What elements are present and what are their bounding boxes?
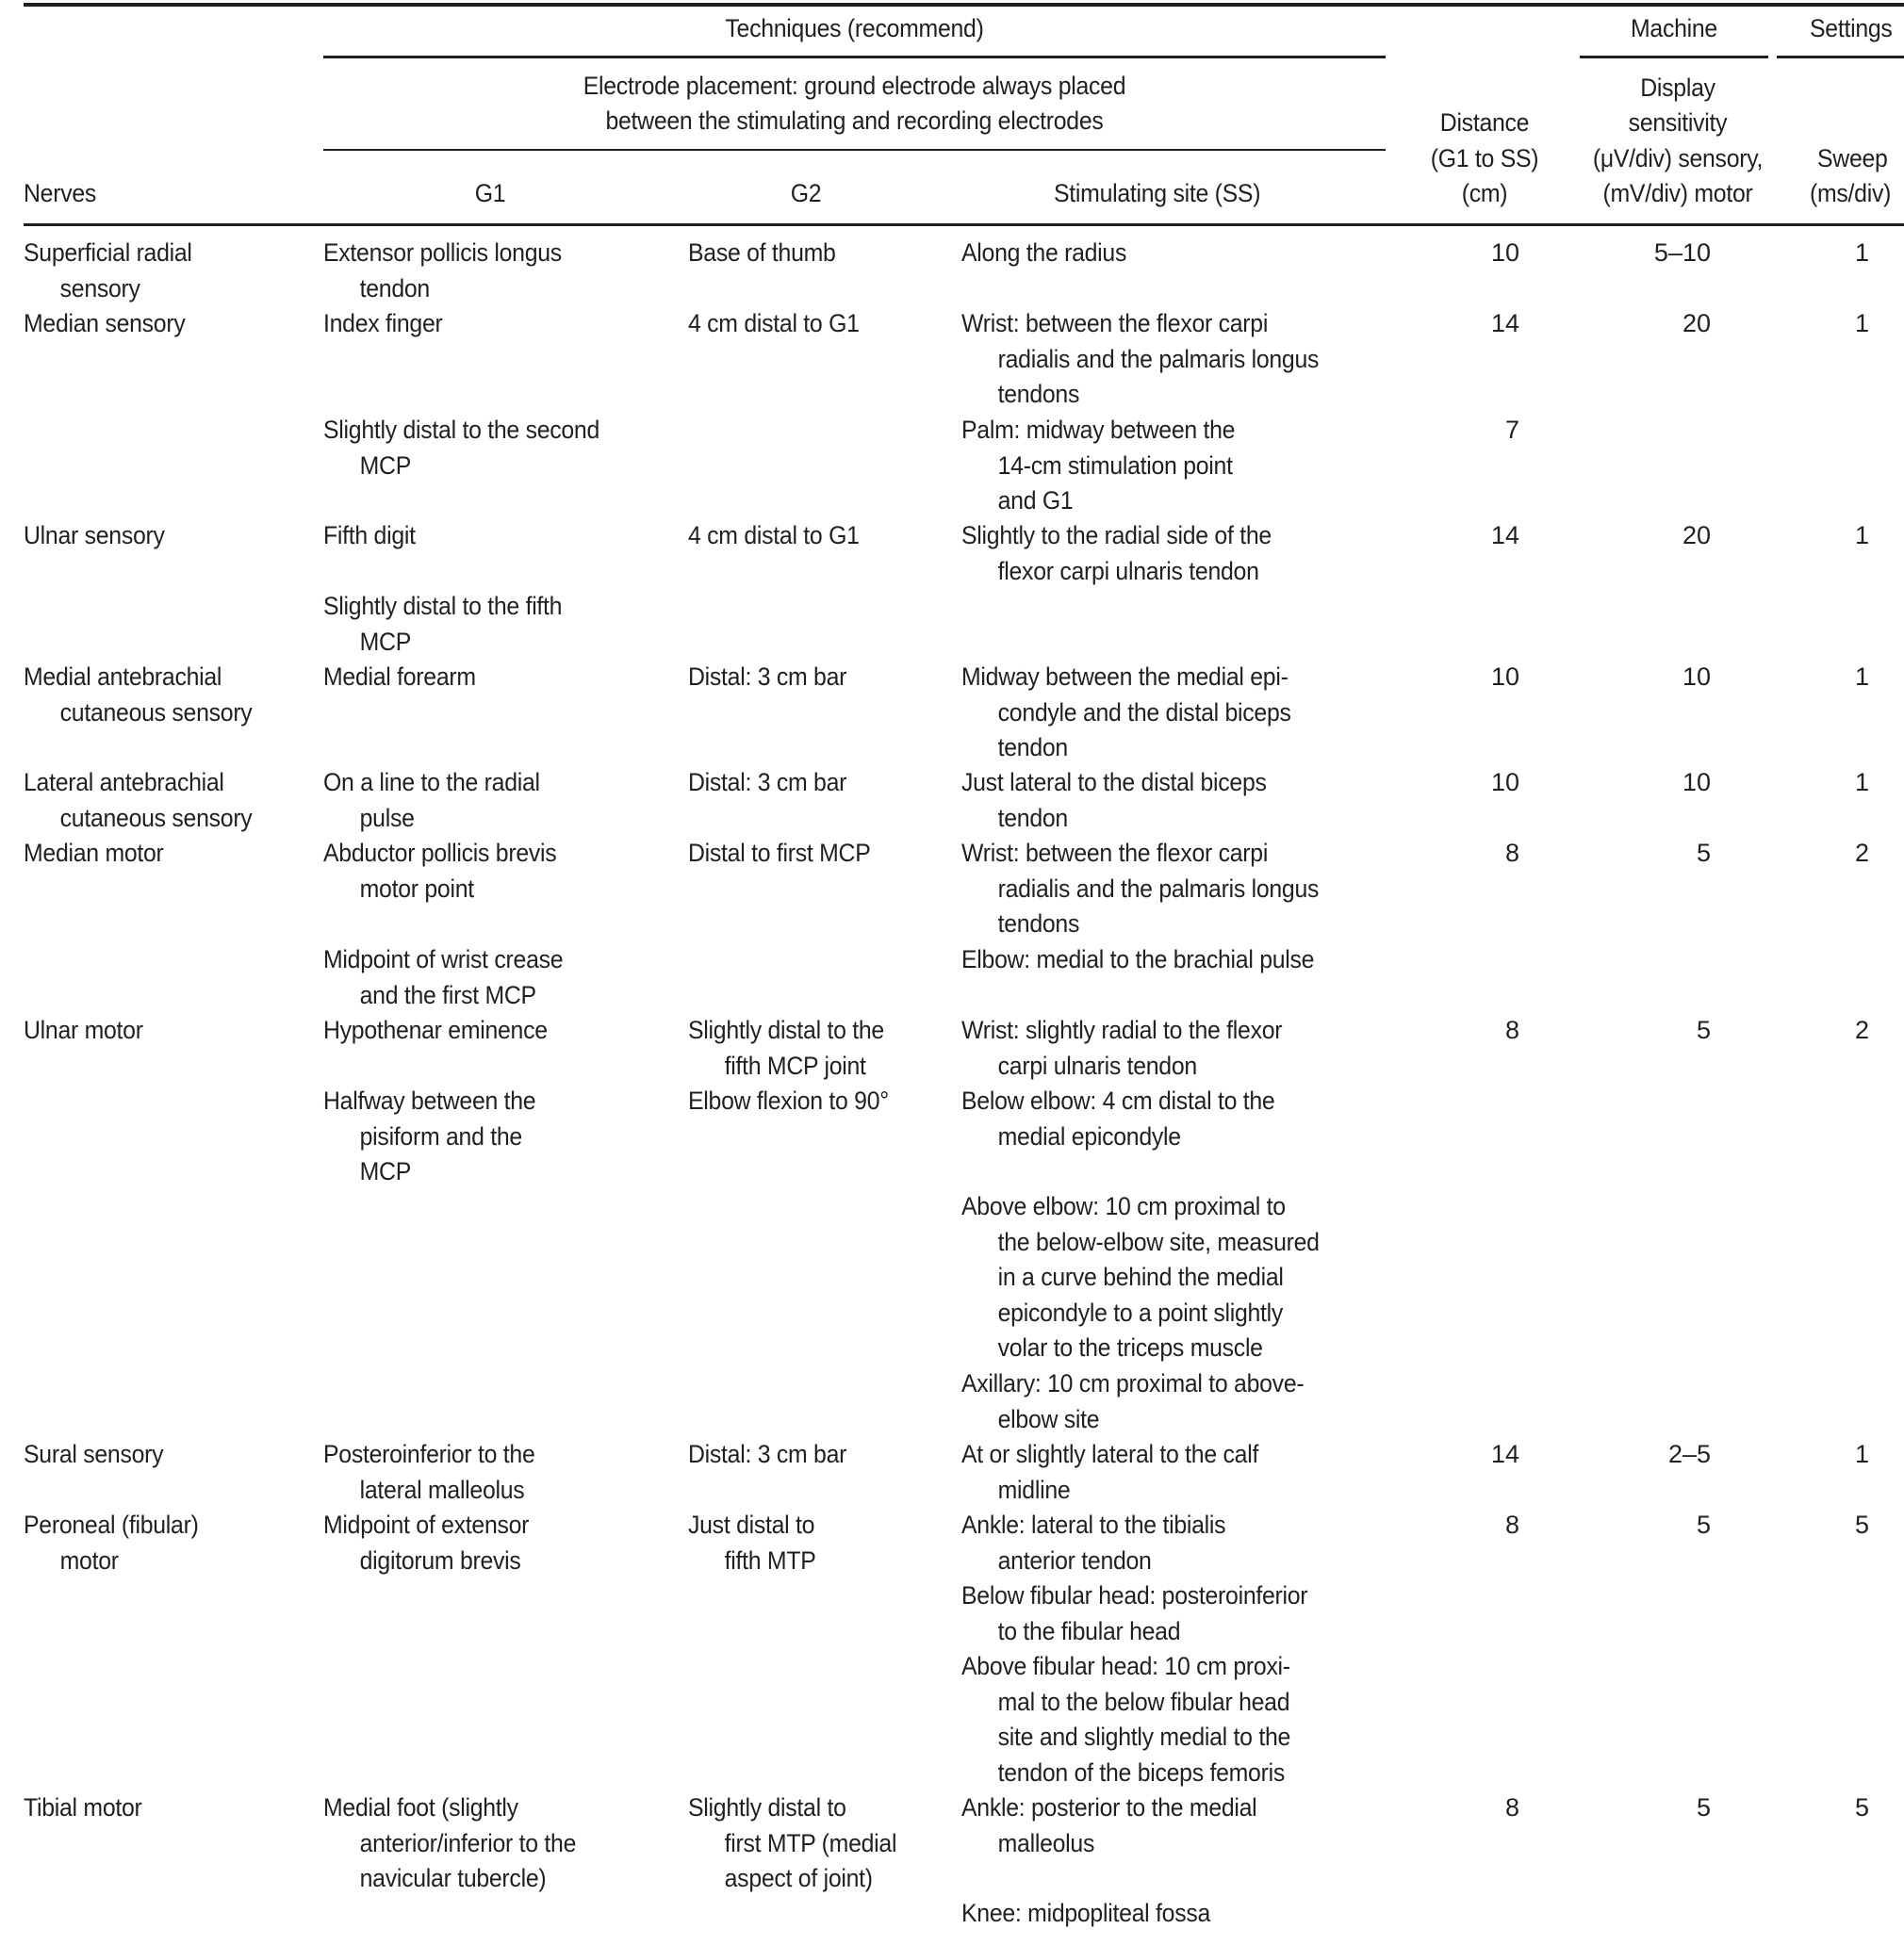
g1-cell [323,413,599,483]
cell-line: Medial forearm [323,662,476,691]
cell-line: tendon of the biceps femoris [997,1757,1285,1787]
header-settings: Settings [1810,14,1893,42]
g1-cell [323,660,476,695]
cell-line: Median sensory [24,309,186,337]
g2-cell [688,660,846,695]
sweep-cell: 5 [1854,1511,1869,1539]
sweep-cell: 1 [1854,238,1869,267]
cell-line: and G1 [997,486,1074,515]
cell-line: Elbow flexion to 90° [688,1087,889,1115]
cell-line: Just lateral to the distal biceps [961,768,1267,796]
cell-line: Posteroinferior to the [323,1440,535,1468]
distance-cell: 7 [1504,416,1519,444]
stimulating-site-cell [961,1896,1210,1932]
stimulating-site-cell [961,236,1126,271]
cell-line: elbow site [997,1404,1100,1433]
sweep-cell: 2 [1854,839,1869,867]
g2-cell [688,1437,846,1473]
cell-line: Below elbow: 4 cm distal to the [961,1087,1275,1115]
header-display-2: sensitivity [1628,108,1728,137]
stimulating-site-cell [961,765,1267,836]
g2-cell [688,1790,896,1897]
cell-line: and the first MCP [359,980,536,1009]
cell-line: cutaneous sensory [59,803,253,832]
cell-line: to the fibular head [997,1616,1181,1645]
distance-cell: 8 [1504,839,1519,867]
header-electrode-line2: between the stimulating and recording electrodes [605,106,1104,135]
distance-cell: 8 [1504,1793,1519,1822]
cell-line: mal to the below fibular head [997,1687,1290,1716]
sweep-cell: 1 [1854,309,1869,337]
cell-line: Median motor [24,839,164,867]
g2-cell [688,306,860,342]
distance-cell: 8 [1504,1511,1519,1539]
cell-line: Sural sensory [24,1440,164,1468]
cell-line: Above fibular head: 10 cm proxi- [961,1652,1290,1680]
cell-line: motor point [359,874,474,903]
g2-cell [688,518,860,554]
sweep-cell: 2 [1854,1016,1869,1044]
stimulating-site-cell [961,660,1291,766]
cell-line: 14-cm stimulation point [997,450,1233,480]
cell-line: On a line to the radial [323,768,540,796]
g1-cell [323,765,540,836]
header-sweep-1: Sweep [1817,144,1888,172]
display-sensitivity-cell: 20 [1682,521,1711,549]
header-display-1: Display [1640,74,1715,102]
stimulating-site-cell [961,1189,1320,1366]
cell-line: 4 cm distal to G1 [688,521,860,549]
cell-line: Above elbow: 10 cm proximal to [961,1192,1286,1220]
cell-line: digitorum brevis [359,1545,521,1575]
stimulating-site-cell [961,1790,1256,1861]
machine-rule [1580,56,1768,58]
cell-line: fifth MTP [724,1545,816,1575]
cell-line: site and slightly medial to the [997,1723,1291,1751]
cell-line: Halfway between the [323,1087,536,1115]
cell-line: Abductor pollicis brevis [323,839,557,867]
cell-line: cutaneous sensory [59,697,253,727]
cell-line: radialis and the palmaris longus [997,344,1320,373]
g1-cell [323,1013,548,1049]
display-sensitivity-cell: 10 [1682,768,1711,796]
cell-line: navicular tubercle) [359,1864,547,1892]
cell-line: Midpoint of extensor [323,1511,530,1539]
nerve-cell [24,1508,199,1578]
cell-line: Slightly distal to [688,1793,846,1822]
cell-line: Knee: midpopliteal fossa [961,1899,1211,1927]
nerve-cell [24,1437,163,1473]
g1-cell [323,589,562,660]
display-sensitivity-cell: 5–10 [1653,238,1711,267]
cell-line: tendons [997,909,1080,938]
cell-line: in a curve behind the medial [997,1263,1284,1291]
cell-line: tendons [997,380,1080,408]
cell-line: Hypothenar eminence [323,1016,548,1044]
header-nerves: Nerves [24,179,97,207]
nerve-cell [24,306,185,342]
cell-line: Lateral antebrachial [24,768,224,796]
cell-line: lateral malleolus [359,1475,525,1504]
g2-cell [688,1013,884,1084]
cell-line: Just distal to [688,1511,815,1539]
cell-line: tendon [997,803,1068,832]
cell-line: fifth MCP joint [724,1051,866,1080]
g2-cell [688,1084,889,1120]
header-sweep-2: (ms/div) [1810,179,1892,207]
sweep-cell: 1 [1854,768,1869,796]
stimulating-site-cell [961,413,1235,519]
stimulating-site-cell [961,1366,1304,1437]
stimulating-site-cell [961,1508,1225,1578]
cell-line: Wrist: between the flexor carpi [961,309,1269,337]
top-rule [24,3,1904,7]
sweep-cell: 1 [1854,521,1869,549]
cell-line: malleolus [997,1828,1095,1857]
cell-line: sensory [59,273,140,302]
distance-cell: 10 [1490,768,1519,796]
g1-cell [323,306,443,342]
display-sensitivity-cell: 2–5 [1667,1440,1711,1468]
header-distance-3: (cm) [1461,179,1508,207]
cell-line: Along the radius [961,238,1127,267]
cell-line: condyle and the distal biceps [997,697,1291,727]
cell-line: anterior/inferior to the [359,1828,577,1857]
cell-line: carpi ulnaris tendon [997,1051,1197,1080]
cell-line: anterior tendon [997,1545,1152,1575]
cell-line: Distal: 3 cm bar [688,662,847,691]
g1-cell [323,518,416,554]
nerve-cell [24,765,252,836]
cell-line: Medial foot (slightly [323,1793,518,1822]
electrode-rule [323,149,1386,151]
g1-cell [323,836,556,907]
distance-cell: 8 [1504,1016,1519,1044]
cell-line: Ulnar motor [24,1016,143,1044]
stimulating-site-cell [961,306,1319,413]
display-sensitivity-cell: 5 [1696,1016,1711,1044]
display-sensitivity-cell: 5 [1696,1793,1711,1822]
cell-line: Slightly distal to the [688,1016,884,1044]
header-electrode-line1: Electrode placement: ground electrode always placed [583,72,1126,100]
g2-cell [688,765,846,801]
cell-line: Elbow: medial to the brachial pulse [961,945,1315,973]
stimulating-site-cell [961,1084,1274,1154]
header-machine: Machine [1631,14,1717,42]
cell-line: At or slightly lateral to the calf [961,1440,1259,1468]
nerve-cell [24,518,165,554]
header-display-4: (mV/div) motor [1602,179,1753,207]
cell-line: aspect of joint) [724,1864,873,1892]
cell-line: Wrist: between the flexor carpi [961,839,1269,867]
cell-line: Midpoint of wrist crease [323,945,564,973]
display-sensitivity-cell: 20 [1682,309,1711,337]
g2-cell [688,836,871,872]
stimulating-site-cell [961,1649,1290,1790]
g1-cell [323,942,563,1013]
stimulating-site-cell [961,1578,1307,1649]
header-stimulating-site: Stimulating site (SS) [1054,179,1261,207]
nerve-cell [24,1013,143,1049]
cell-line: pulse [359,803,415,832]
cell-line: MCP [359,627,412,656]
header-g1: G1 [474,179,506,207]
sweep-cell: 5 [1854,1793,1869,1822]
cell-line: 4 cm distal to G1 [688,309,860,337]
cell-line: Medial antebrachial [24,662,222,691]
g1-cell [323,236,562,306]
nerve-cell [24,1790,142,1826]
cell-line: flexor carpi ulnaris tendon [997,556,1259,585]
stimulating-site-cell [961,836,1319,942]
cell-line: Index finger [323,309,443,337]
cell-line: Slightly distal to the fifth [323,592,563,620]
cell-line: Tibial motor [24,1793,142,1822]
cell-line: Axillary: 10 cm proximal to above- [961,1369,1305,1397]
cell-line: Base of thumb [688,238,836,267]
cell-line: midline [997,1475,1071,1504]
cell-line: medial epicondyle [997,1121,1181,1151]
cell-line: MCP [359,450,412,480]
cell-line: Distal: 3 cm bar [688,768,847,796]
cell-line: Distal: 3 cm bar [688,1440,847,1468]
cell-line: MCP [359,1157,412,1185]
cell-line: Palm: midway between the [961,416,1236,444]
cell-line: radialis and the palmaris longus [997,874,1320,903]
cell-line: tendon [359,273,430,302]
cell-line: Ankle: posterior to the medial [961,1793,1257,1822]
cell-line: pisiform and the [359,1121,522,1151]
g1-cell [323,1437,535,1508]
cell-line: Ankle: lateral to the tibialis [961,1511,1226,1539]
distance-cell: 10 [1490,238,1519,267]
nerve-cell [24,836,164,872]
cell-line: Fifth digit [323,521,416,549]
cell-line: Below fibular head: posteroinferior [961,1581,1308,1610]
sweep-cell: 1 [1854,662,1869,691]
g2-cell [688,236,836,271]
distance-cell: 14 [1490,1440,1519,1468]
distance-cell: 10 [1490,662,1519,691]
display-sensitivity-cell: 10 [1682,662,1711,691]
g1-cell [323,1084,535,1190]
sweep-cell: 1 [1854,1440,1869,1468]
header-distance-1: Distance [1439,108,1530,137]
distance-cell: 14 [1490,309,1519,337]
nerve-cell [24,236,192,306]
header-distance-2: (G1 to SS) [1430,144,1539,172]
cell-line: Distal to first MCP [688,839,871,867]
header-bottom-rule [24,223,1904,226]
cell-line: Wrist: slightly radial to the flexor [961,1016,1283,1044]
cell-line: the below-elbow site, measured [997,1227,1320,1256]
stimulating-site-cell [961,942,1314,978]
g1-cell [323,1790,576,1897]
display-sensitivity-cell: 5 [1696,839,1711,867]
cell-line: tendon [997,733,1068,761]
cell-line: Slightly to the radial side of the [961,521,1272,549]
header-g2: G2 [790,179,822,207]
cell-line: Superficial radial [24,238,192,267]
cell-line: Midway between the medial epi- [961,662,1288,691]
g1-cell [323,1508,529,1578]
stimulating-site-cell [961,518,1272,589]
display-sensitivity-cell: 5 [1696,1511,1711,1539]
distance-cell: 14 [1490,521,1519,549]
settings-rule [1777,56,1904,58]
techniques-rule [323,56,1386,58]
cell-line: first MTP (medial [724,1828,897,1857]
cell-line: epicondyle to a point slightly [997,1298,1284,1327]
g2-cell [688,1508,816,1578]
cell-line: Ulnar sensory [24,521,165,549]
stimulating-site-cell [961,1013,1282,1084]
cell-line: volar to the triceps muscle [997,1333,1263,1362]
stimulating-site-cell [961,1437,1258,1508]
cell-line: Peroneal (fibular) [24,1511,199,1539]
header-techniques: Techniques (recommend) [725,14,984,42]
cell-line: motor [59,1545,119,1575]
cell-line: Slightly distal to the second [323,416,600,444]
nerve-cell [24,660,252,730]
header-display-3: (μV/div) sensory, [1592,144,1764,172]
cell-line: Extensor pollicis longus [323,238,562,267]
